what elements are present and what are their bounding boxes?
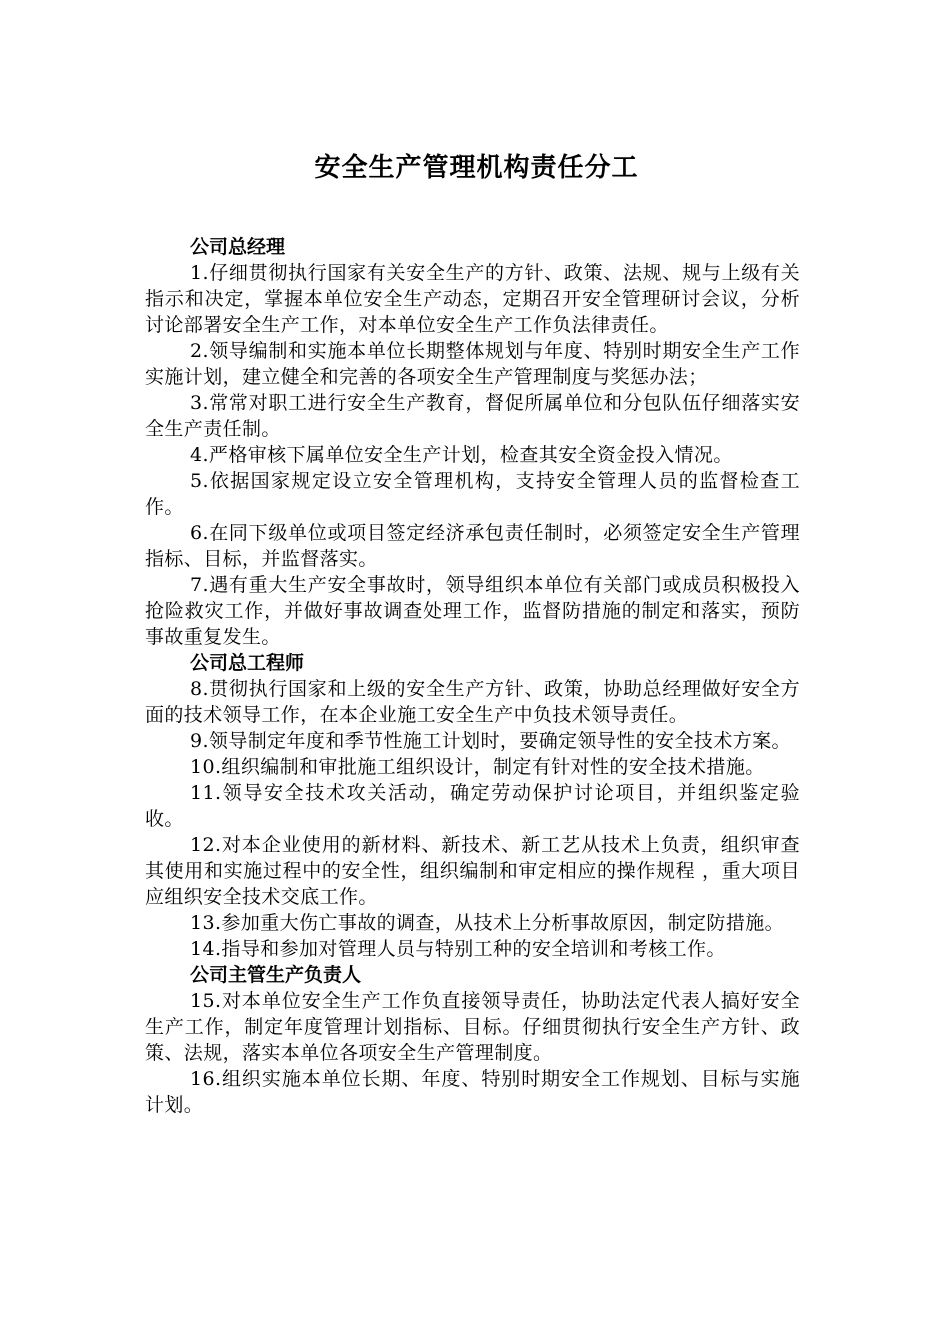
- duty-item: 15.对本单位安全生产工作负直接领导责任，协助法定代表人搞好安全生产工作，制定年度管理计划指标、目标。仔细贯彻执行安全生产方针、政策、法规，落实本单位各项安全生产管理制度。: [145, 990, 800, 1064]
- duty-item: 9.领导制定年度和季节性施工计划时，要确定领导性的安全技术方案。: [190, 730, 791, 752]
- section-heading: 公司总工程师: [190, 652, 305, 674]
- duty-item: 5.依据国家规定设立安全管理机构，支持安全管理人员的监督检查工作。: [145, 470, 800, 518]
- section-heading: 公司主管生产负责人: [190, 964, 362, 986]
- duty-item: 2.领导编制和实施本单位长期整体规划与年度、特别时期安全生产工作实施计划，建立健全和完善的各项安全生产管理制度与奖惩办法；: [145, 340, 800, 388]
- document-page: [145, 150, 800, 1118]
- duty-item: 10.组织编制和审批施工组织设计，制定有针对性的安全技术措施。: [190, 756, 765, 778]
- duty-item: 6.在同下级单位或项目签定经济承包责任制时，必须签定安全生产管理指标、目标，并监督落实。: [145, 522, 800, 570]
- duty-item: 1.仔细贯彻执行国家有关安全生产的方针、政策、法规、规与上级有关指示和决定，掌握本单位安全生产动态，定期召开安全管理研讨会议，分析讨论部署安全生产工作，对本单位安全生产工作负法律责任。: [145, 262, 800, 336]
- document-title: 安全生产管理机构责任分工: [314, 153, 639, 183]
- duty-item: 12.对本企业使用的新材料、新技术、新工艺从技术上负责，组织审查其使用和实施过程中的安全性，组织编制和审定相应的操作规程 ，重大项目应组织安全技术交底工作。: [145, 834, 800, 908]
- duty-item: 13.参加重大伤亡事故的调查，从技术上分析事故原因，制定防措施。: [190, 912, 785, 934]
- section-heading: 公司总经理: [190, 236, 286, 258]
- duty-item: 4.严格审核下属单位安全生产计划，检查其安全资金投入情况。: [190, 444, 733, 466]
- duty-item: 8.贯彻执行国家和上级的安全生产方针、政策，协助总经理做好安全方面的技术领导工作，在本企业施工安全生产中负技术领导责任。: [145, 678, 800, 726]
- section-production-manager: [145, 962, 800, 1118]
- duty-item: 14.指导和参加对管理人员与特别工种的安全培训和考核工作。: [190, 938, 726, 960]
- section-chief-engineer: [145, 650, 800, 962]
- duty-item: 11.领导安全技术攻关活动，确定劳动保护讨论项目，并组织鉴定验收。: [145, 782, 800, 830]
- duty-item: 7.遇有重大生产安全事故时，领导组织本单位有关部门或成员积极投入抢险救灾工作，并做好事故调查处理工作，监督防措施的制定和落实，预防事故重复发生。: [145, 574, 800, 648]
- section-general-manager: [145, 234, 800, 650]
- duty-item: 16.组织实施本单位长期、年度、特别时期安全工作规划、目标与实施计划。: [145, 1068, 800, 1116]
- duty-item: 3.常常对职工进行安全生产教育，督促所属单位和分包队伍仔细落实安全生产责任制。: [145, 392, 800, 440]
